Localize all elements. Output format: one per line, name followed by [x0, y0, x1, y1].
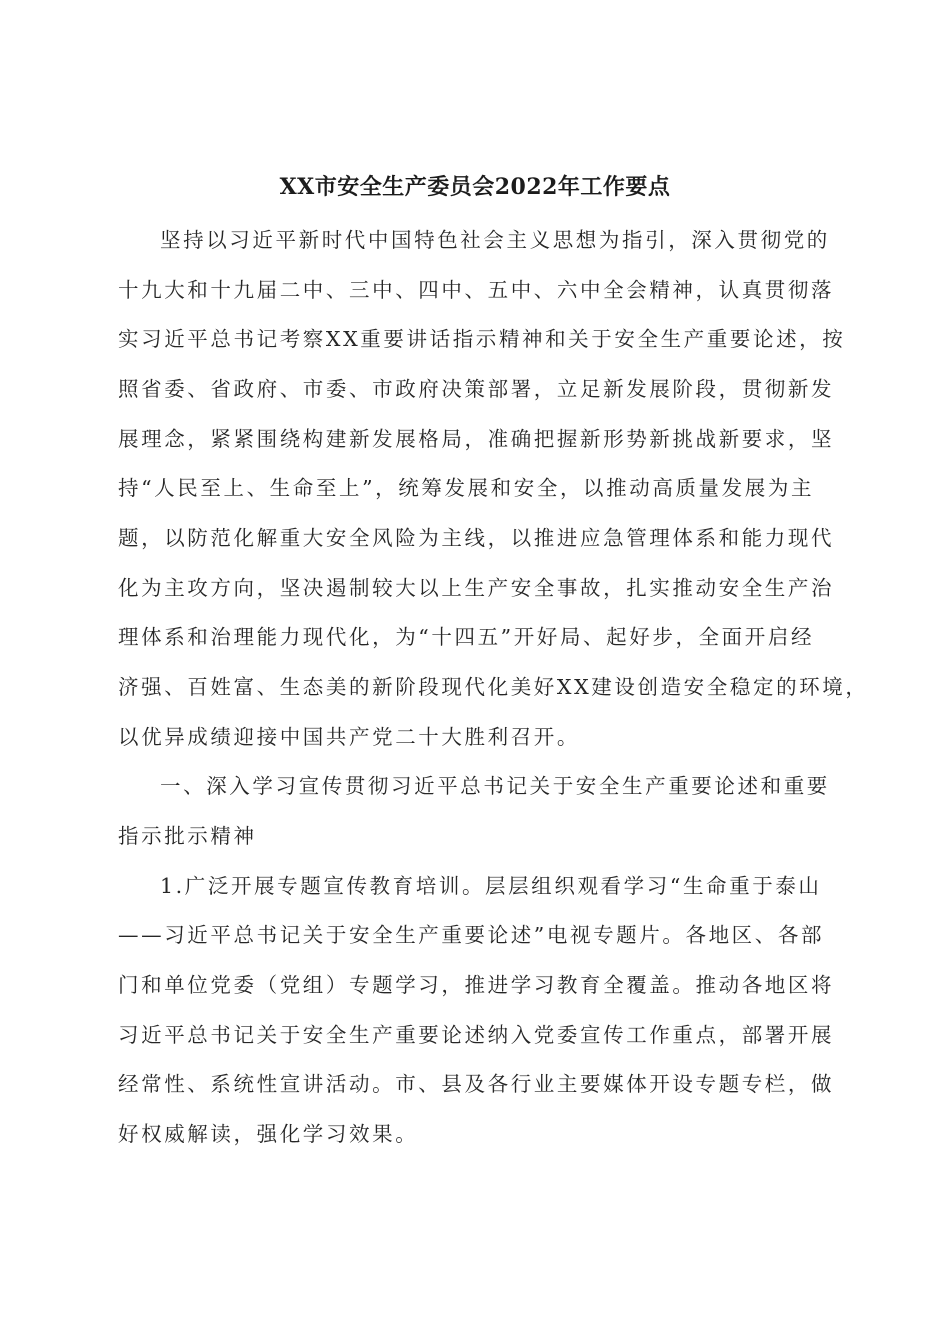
paragraph-line: 展理念，紧紧围绕构建新发展格局，准确把握新形势新挑战新要求，坚	[118, 427, 835, 451]
paragraph-line: 经常性、系统性宣讲活动。市、县及各行业主要媒体开设专题专栏，做	[118, 1072, 835, 1096]
paragraph-line: 十九大和十九届二中、三中、四中、五中、六中全会精神，认真贯彻落	[118, 278, 835, 302]
section-heading-line: 指示批示精神	[118, 824, 257, 848]
paragraph-line: 以优异成绩迎接中国共产党二十大胜利召开。	[118, 725, 580, 749]
paragraph-line: 化为主攻方向，坚决遏制较大以上生产安全事故，扎实推动安全生产治	[118, 576, 835, 600]
paragraph-line: 习近平总书记关于安全生产重要论述纳入党委宣传工作重点，部署开展	[118, 1023, 835, 1047]
paragraph-line: 理体系和治理能力现代化，为“十四五”开好局、起好步，全面开启经	[118, 625, 815, 649]
paragraph-line: 1.广泛开展专题宣传教育培训。层层组织观看学习“生命重于泰山	[160, 874, 822, 898]
paragraph-line: 好权威解读，强化学习效果。	[118, 1122, 419, 1146]
paragraph-line: 实习近平总书记考察XX重要讲话指示精神和关于安全生产重要论述，按	[118, 327, 846, 351]
document-title: XX市安全生产委员会2022年工作要点	[279, 174, 671, 200]
paragraph-line: ——习近平总书记关于安全生产重要论述”电视专题片。各地区、各部	[118, 923, 825, 947]
paragraph-line: 照省委、省政府、市委、市政府决策部署，立足新发展阶段，贯彻新发	[118, 377, 835, 401]
paragraph-line: 题，以防范化解重大安全风险为主线，以推进应急管理体系和能力现代	[118, 526, 835, 550]
paragraph-line: 济强、百姓富、生态美的新阶段现代化美好XX建设创造安全稳定的环境，	[118, 675, 869, 699]
paragraph-line: 门和单位党委（党组）专题学习，推进学习教育全覆盖。推动各地区将	[118, 973, 835, 997]
paragraph-line: 坚持以习近平新时代中国特色社会主义思想为指引，深入贯彻党的	[160, 228, 830, 252]
paragraph-line: 持“人民至上、生命至上”，统筹发展和安全，以推动高质量发展为主	[118, 476, 815, 500]
section-heading-line: 一、深入学习宣传贯彻习近平总书记关于安全生产重要论述和重要	[160, 774, 830, 798]
